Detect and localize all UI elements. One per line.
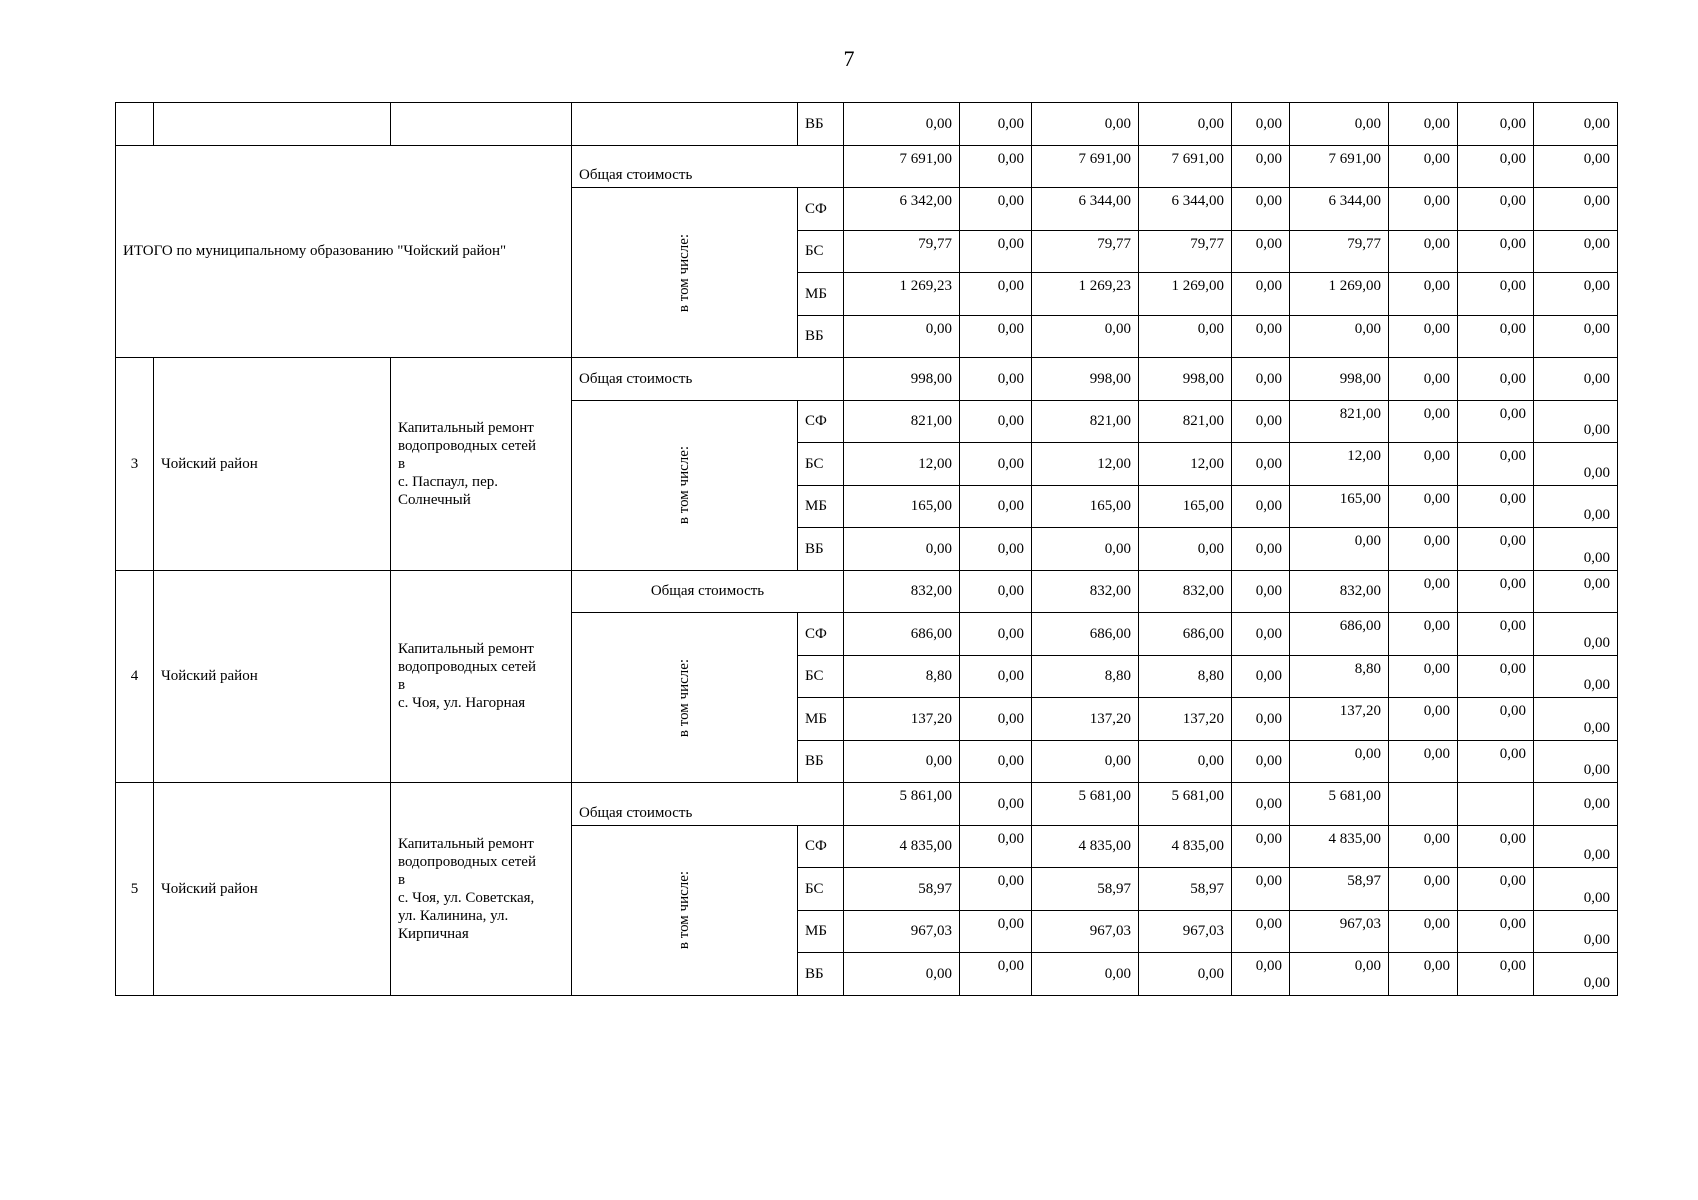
value-cell: 0,00 [1389, 443, 1458, 486]
value-cell: 0,00 [1232, 485, 1290, 528]
value-cell: 0,00 [1389, 953, 1458, 996]
value-cell: 0,00 [1458, 145, 1534, 188]
value-cell: 0,00 [1232, 655, 1290, 698]
object-description [391, 358, 572, 571]
table-row [116, 358, 1618, 401]
value-cell: 0,00 [1458, 613, 1534, 656]
value-cell: 0,00 [1139, 953, 1232, 996]
value-cell: 0,00 [1232, 740, 1290, 783]
value-cell: 0,00 [960, 103, 1032, 146]
row-index: 3 [116, 358, 154, 571]
value-cell: 0,00 [1139, 740, 1232, 783]
value-cell: 0,00 [1534, 400, 1618, 443]
value-cell: 58,97 [844, 868, 960, 911]
district-name: Чойский район [154, 358, 391, 571]
object-description [391, 570, 572, 783]
value-cell: 4 835,00 [1139, 825, 1232, 868]
value-cell: 8,80 [1290, 655, 1389, 698]
value-cell: 0,00 [1232, 230, 1290, 273]
value-cell: 0,00 [1534, 315, 1618, 358]
value-cell: 1 269,00 [1290, 273, 1389, 316]
value-cell: 58,97 [1032, 868, 1139, 911]
value-cell: 998,00 [1290, 358, 1389, 401]
value-cell: 832,00 [1290, 570, 1389, 613]
source-code: СФ [798, 825, 844, 868]
source-code: ВБ [798, 953, 844, 996]
value-cell: 0,00 [1534, 655, 1618, 698]
value-cell: 0,00 [1290, 103, 1389, 146]
value-cell: 0,00 [1290, 528, 1389, 571]
description-line: водопроводных сетей [398, 437, 536, 454]
value-cell: 0,00 [1534, 740, 1618, 783]
empty-cell [116, 103, 154, 146]
value-cell: 0,00 [1232, 783, 1290, 826]
value-cell: 1 269,23 [844, 273, 960, 316]
value-cell: 0,00 [1232, 400, 1290, 443]
value-cell: 0,00 [1458, 825, 1534, 868]
value-cell: 4 835,00 [844, 825, 960, 868]
table-body [116, 103, 1618, 996]
value-cell [1389, 783, 1458, 826]
value-cell: 0,00 [1534, 145, 1618, 188]
source-code: СФ [798, 188, 844, 231]
value-cell: 0,00 [1389, 145, 1458, 188]
value-cell: 0,00 [960, 570, 1032, 613]
value-cell: 0,00 [1458, 868, 1534, 911]
description-line: водопроводных сетей [398, 853, 536, 870]
value-cell: 0,00 [960, 315, 1032, 358]
description-line: Капитальный ремонт [398, 419, 534, 436]
value-cell: 4 835,00 [1290, 825, 1389, 868]
source-code: ВБ [798, 740, 844, 783]
value-cell: 0,00 [1232, 698, 1290, 741]
source-code: БС [798, 868, 844, 911]
row-index: 5 [116, 783, 154, 996]
value-cell: 79,77 [1290, 230, 1389, 273]
value-cell: 58,97 [1139, 868, 1232, 911]
value-cell: 0,00 [1534, 103, 1618, 146]
description-line: в [398, 677, 406, 694]
value-cell: 6 344,00 [1032, 188, 1139, 231]
value-cell: 998,00 [1139, 358, 1232, 401]
value-cell: 0,00 [1389, 698, 1458, 741]
value-cell: 0,00 [1458, 910, 1534, 953]
value-cell: 0,00 [1389, 358, 1458, 401]
value-cell: 0,00 [1458, 315, 1534, 358]
value-cell: 79,77 [1032, 230, 1139, 273]
value-cell: 5 681,00 [1139, 783, 1232, 826]
value-cell: 0,00 [960, 740, 1032, 783]
value-cell: 0,00 [1458, 953, 1534, 996]
value-cell: 5 861,00 [844, 783, 960, 826]
including-label [572, 613, 798, 783]
value-cell: 0,00 [960, 273, 1032, 316]
value-cell: 0,00 [1232, 528, 1290, 571]
value-cell: 0,00 [1389, 613, 1458, 656]
value-cell: 0,00 [1232, 825, 1290, 868]
value-cell: 0,00 [1232, 315, 1290, 358]
value-cell: 0,00 [1458, 570, 1534, 613]
value-cell: 79,77 [1139, 230, 1232, 273]
including-text: в том числе: [676, 658, 693, 737]
table-row [116, 145, 1618, 188]
value-cell: 0,00 [1232, 910, 1290, 953]
source-code: СФ [798, 400, 844, 443]
description-line: Солнечный [398, 491, 471, 508]
value-cell: 0,00 [1534, 188, 1618, 231]
description-line: водопроводных сетей [398, 659, 536, 676]
value-cell: 0,00 [1139, 528, 1232, 571]
value-cell: 0,00 [1290, 315, 1389, 358]
value-cell: 137,20 [1032, 698, 1139, 741]
description-line: Капитальный ремонт [398, 835, 534, 852]
value-cell: 137,20 [1139, 698, 1232, 741]
value-cell: 0,00 [1389, 273, 1458, 316]
value-cell: 0,00 [1458, 230, 1534, 273]
value-cell: 12,00 [844, 443, 960, 486]
value-cell: 967,03 [1139, 910, 1232, 953]
value-cell: 7 691,00 [1139, 145, 1232, 188]
value-cell: 0,00 [1389, 910, 1458, 953]
value-cell: 686,00 [1139, 613, 1232, 656]
value-cell: 0,00 [1534, 825, 1618, 868]
value-cell: 832,00 [844, 570, 960, 613]
source-code: БС [798, 230, 844, 273]
value-cell: 0,00 [1458, 485, 1534, 528]
value-cell: 0,00 [960, 145, 1032, 188]
value-cell: 0,00 [960, 783, 1032, 826]
value-cell: 1 269,00 [1139, 273, 1232, 316]
value-cell: 4 835,00 [1032, 825, 1139, 868]
value-cell: 0,00 [1458, 273, 1534, 316]
value-cell: 0,00 [1458, 528, 1534, 571]
value-cell: 6 344,00 [1139, 188, 1232, 231]
description-line: Капитальный ремонт [398, 641, 534, 658]
value-cell: 0,00 [1458, 698, 1534, 741]
value-cell: 967,03 [1290, 910, 1389, 953]
total-cost-label: Общая стоимость [572, 783, 844, 826]
value-cell: 0,00 [960, 358, 1032, 401]
value-cell: 0,00 [1389, 103, 1458, 146]
value-cell: 821,00 [1290, 400, 1389, 443]
value-cell: 0,00 [1139, 315, 1232, 358]
value-cell: 79,77 [844, 230, 960, 273]
value-cell: 0,00 [1389, 528, 1458, 571]
description-line: ул. Калинина, ул. [398, 907, 509, 924]
value-cell: 12,00 [1139, 443, 1232, 486]
empty-cell [391, 103, 572, 146]
including-text: в том числе: [676, 445, 693, 525]
value-cell: 0,00 [1232, 103, 1290, 146]
value-cell: 0,00 [960, 613, 1032, 656]
source-code: ВБ [798, 528, 844, 571]
value-cell: 0,00 [1389, 570, 1458, 613]
value-cell: 0,00 [1232, 188, 1290, 231]
value-cell: 0,00 [1389, 868, 1458, 911]
source-code: БС [798, 655, 844, 698]
value-cell: 0,00 [1458, 188, 1534, 231]
value-cell: 0,00 [960, 868, 1032, 911]
value-cell: 0,00 [1032, 315, 1139, 358]
value-cell: 8,80 [1139, 655, 1232, 698]
total-cost-label: Общая стоимость [572, 145, 844, 188]
source-code: МБ [798, 273, 844, 316]
value-cell: 0,00 [844, 740, 960, 783]
value-cell: 998,00 [1032, 358, 1139, 401]
municipal-total-label: ИТОГО по муниципальному образованию "Чойский район" [116, 145, 572, 358]
value-cell: 821,00 [844, 400, 960, 443]
value-cell: 0,00 [1389, 315, 1458, 358]
value-cell: 0,00 [960, 443, 1032, 486]
value-cell: 7 691,00 [844, 145, 960, 188]
value-cell: 0,00 [1458, 655, 1534, 698]
value-cell: 967,03 [1032, 910, 1139, 953]
table-row [116, 783, 1618, 826]
value-cell: 0,00 [1232, 443, 1290, 486]
value-cell: 998,00 [844, 358, 960, 401]
value-cell: 165,00 [1290, 485, 1389, 528]
value-cell: 0,00 [960, 400, 1032, 443]
value-cell: 0,00 [1534, 868, 1618, 911]
value-cell: 137,20 [1290, 698, 1389, 741]
value-cell: 0,00 [960, 188, 1032, 231]
value-cell: 0,00 [1534, 230, 1618, 273]
value-cell [1458, 783, 1534, 826]
value-cell: 58,97 [1290, 868, 1389, 911]
value-cell: 0,00 [1458, 103, 1534, 146]
source-code: СФ [798, 613, 844, 656]
value-cell: 0,00 [1534, 273, 1618, 316]
value-cell: 0,00 [1389, 230, 1458, 273]
value-cell: 0,00 [1389, 485, 1458, 528]
value-cell: 0,00 [1290, 953, 1389, 996]
value-cell: 0,00 [1032, 740, 1139, 783]
value-cell: 0,00 [1389, 740, 1458, 783]
value-cell: 0,00 [1232, 868, 1290, 911]
value-cell: 165,00 [1032, 485, 1139, 528]
value-cell: 0,00 [1232, 953, 1290, 996]
value-cell: 1 269,23 [1032, 273, 1139, 316]
value-cell: 0,00 [1032, 103, 1139, 146]
value-cell: 0,00 [960, 655, 1032, 698]
value-cell: 0,00 [960, 528, 1032, 571]
value-cell: 832,00 [1032, 570, 1139, 613]
description-line: в [398, 871, 406, 888]
value-cell: 6 344,00 [1290, 188, 1389, 231]
value-cell: 0,00 [1389, 400, 1458, 443]
value-cell: 0,00 [1458, 400, 1534, 443]
value-cell: 0,00 [960, 698, 1032, 741]
value-cell: 0,00 [1389, 188, 1458, 231]
value-cell: 967,03 [844, 910, 960, 953]
value-cell: 0,00 [1232, 145, 1290, 188]
source-code: БС [798, 443, 844, 486]
source-code: МБ [798, 910, 844, 953]
district-name: Чойский район [154, 570, 391, 783]
value-cell: 6 342,00 [844, 188, 960, 231]
empty-cell [154, 103, 391, 146]
including-text: в том числе: [676, 233, 693, 312]
value-cell: 0,00 [1458, 443, 1534, 486]
including-label [572, 400, 798, 570]
value-cell: 832,00 [1139, 570, 1232, 613]
value-cell: 0,00 [960, 485, 1032, 528]
value-cell: 0,00 [1534, 570, 1618, 613]
value-cell: 0,00 [1232, 273, 1290, 316]
value-cell: 7 691,00 [1032, 145, 1139, 188]
table-row [116, 103, 1618, 146]
value-cell: 686,00 [1290, 613, 1389, 656]
description-line: Кирпичная [398, 925, 469, 942]
value-cell: 165,00 [844, 485, 960, 528]
value-cell: 0,00 [844, 315, 960, 358]
value-cell: 165,00 [1139, 485, 1232, 528]
value-cell: 137,20 [844, 698, 960, 741]
including-label [572, 825, 798, 995]
budget-table [115, 102, 1618, 996]
value-cell: 0,00 [1534, 528, 1618, 571]
description-line: с. Чоя, ул. Нагорная [398, 695, 526, 712]
table-row [116, 570, 1618, 613]
value-cell: 0,00 [844, 953, 960, 996]
value-cell: 12,00 [1032, 443, 1139, 486]
value-cell: 5 681,00 [1032, 783, 1139, 826]
value-cell: 0,00 [1232, 570, 1290, 613]
value-cell: 0,00 [960, 230, 1032, 273]
value-cell: 0,00 [844, 528, 960, 571]
value-cell: 0,00 [1032, 953, 1139, 996]
description-line: с. Паспаул, пер. [398, 473, 498, 490]
value-cell: 0,00 [1458, 358, 1534, 401]
value-cell: 821,00 [1139, 400, 1232, 443]
source-code: МБ [798, 698, 844, 741]
value-cell: 0,00 [960, 910, 1032, 953]
value-cell: 8,80 [1032, 655, 1139, 698]
value-cell: 7 691,00 [1290, 145, 1389, 188]
total-cost-label: Общая стоимость [572, 570, 844, 613]
page-number: 7 [843, 46, 855, 71]
source-code: ВБ [798, 103, 844, 146]
including-label [572, 188, 798, 358]
value-cell: 0,00 [1534, 953, 1618, 996]
including-text: в том числе: [676, 870, 693, 950]
value-cell: 0,00 [1458, 740, 1534, 783]
value-cell: 0,00 [1232, 358, 1290, 401]
value-cell: 5 681,00 [1290, 783, 1389, 826]
value-cell: 0,00 [1389, 825, 1458, 868]
value-cell: 0,00 [1534, 698, 1618, 741]
value-cell: 12,00 [1290, 443, 1389, 486]
value-cell: 0,00 [1534, 910, 1618, 953]
description-line: с. Чоя, ул. Советская, [398, 889, 535, 906]
value-cell: 821,00 [1032, 400, 1139, 443]
total-cost-label: Общая стоимость [572, 358, 844, 401]
row-index: 4 [116, 570, 154, 783]
value-cell: 0,00 [1139, 103, 1232, 146]
value-cell: 686,00 [844, 613, 960, 656]
value-cell: 0,00 [1290, 740, 1389, 783]
value-cell: 0,00 [1032, 528, 1139, 571]
value-cell: 0,00 [1534, 485, 1618, 528]
value-cell: 0,00 [960, 953, 1032, 996]
value-cell: 0,00 [1232, 613, 1290, 656]
district-name: Чойский район [154, 783, 391, 996]
value-cell: 0,00 [844, 103, 960, 146]
value-cell: 0,00 [960, 825, 1032, 868]
description-line: в [398, 455, 406, 472]
value-cell: 0,00 [1534, 358, 1618, 401]
value-cell: 0,00 [1534, 443, 1618, 486]
value-cell: 0,00 [1534, 783, 1618, 826]
source-code: ВБ [798, 315, 844, 358]
empty-cell [572, 103, 798, 146]
object-description [391, 783, 572, 996]
value-cell: 0,00 [1389, 655, 1458, 698]
source-code: МБ [798, 485, 844, 528]
value-cell: 0,00 [1534, 613, 1618, 656]
value-cell: 8,80 [844, 655, 960, 698]
value-cell: 686,00 [1032, 613, 1139, 656]
